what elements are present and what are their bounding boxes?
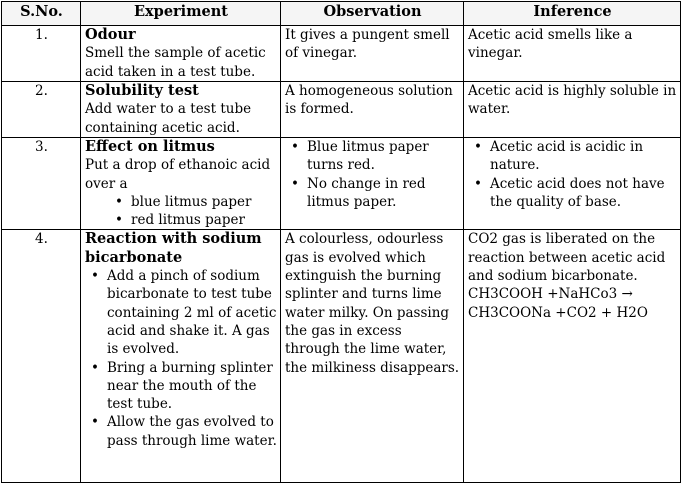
experiment-text: Smell the sample of acetic acid taken in a test tube.	[85, 45, 266, 80]
chemical-equation: CH3COOH +NaHCo3 → CH3COONa +CO2 + H2O	[468, 286, 648, 321]
table-row	[2, 82, 681, 138]
experiment-text: Add water to a test tube containing acetic acid.	[85, 101, 252, 136]
inference-cell	[464, 230, 681, 483]
experiment-title: Reaction with sodium bicarbonate	[85, 230, 262, 266]
observation-cell: A colourless, odourless gas is evolved which extinguish the burning splinter and turns lime water milky. On passing the gas in excess through the lime water, the milkiness disappears.	[281, 230, 464, 483]
list-item: • Blue litmus paper turns red.	[285, 138, 460, 175]
inference-text: CO2 gas is liberated on the reaction between acetic acid and sodium bicarbonate.	[468, 231, 666, 285]
list-item: • red litmus paper	[85, 211, 277, 229]
header-sno: S.No.	[2, 2, 81, 26]
inference-cell: Acetic acid smells like a vinegar.	[464, 26, 681, 82]
list-item: • Acetic acid is acidic in nature.	[468, 138, 677, 175]
row-sno: 3.	[2, 138, 81, 230]
list-item: • No change in red litmus paper.	[285, 175, 460, 212]
experiment-cell	[81, 82, 281, 138]
list-item: • Add a pinch of sodium bicarbonate to test tube containing 2 ml of acetic acid and shake it. A gas is evolved.	[85, 267, 277, 358]
inference-bullet-list	[468, 138, 677, 211]
experiment-bullet-list	[85, 267, 277, 450]
observation-bullet-list	[285, 138, 460, 211]
inference-cell	[464, 138, 681, 230]
experiment-bullet-list	[85, 193, 277, 230]
experiment-cell	[81, 138, 281, 230]
header-row	[2, 2, 681, 26]
list-item: • blue litmus paper	[85, 193, 277, 211]
list-item: • Acetic acid does not have the quality of base.	[468, 175, 677, 212]
header-experiment: Experiment	[81, 2, 281, 26]
list-item: • Allow the gas evolved to pass through lime water.	[85, 413, 277, 450]
experiment-table	[1, 1, 681, 483]
experiment-title: Solubility test	[85, 82, 199, 99]
experiment-cell	[81, 26, 281, 82]
experiment-title: Odour	[85, 26, 136, 43]
observation-cell: A homogeneous solution is formed.	[281, 82, 464, 138]
row-sno: 1.	[2, 26, 81, 82]
header-observation: Observation	[281, 2, 464, 26]
experiment-title: Effect on litmus	[85, 138, 215, 155]
experiment-text: Put a drop of ethanoic acid over a	[85, 157, 271, 192]
inference-cell: Acetic acid is highly soluble in water.	[464, 82, 681, 138]
table-row	[2, 26, 681, 82]
experiment-cell	[81, 230, 281, 483]
observation-cell: It gives a pungent smell of vinegar.	[281, 26, 464, 82]
header-inference: Inference	[464, 2, 681, 26]
row-sno: 4.	[2, 230, 81, 483]
observation-cell	[281, 138, 464, 230]
list-item: • Bring a burning splinter near the mouth of the test tube.	[85, 359, 277, 414]
table-row	[2, 138, 681, 230]
table-row	[2, 230, 681, 483]
row-sno: 2.	[2, 82, 81, 138]
